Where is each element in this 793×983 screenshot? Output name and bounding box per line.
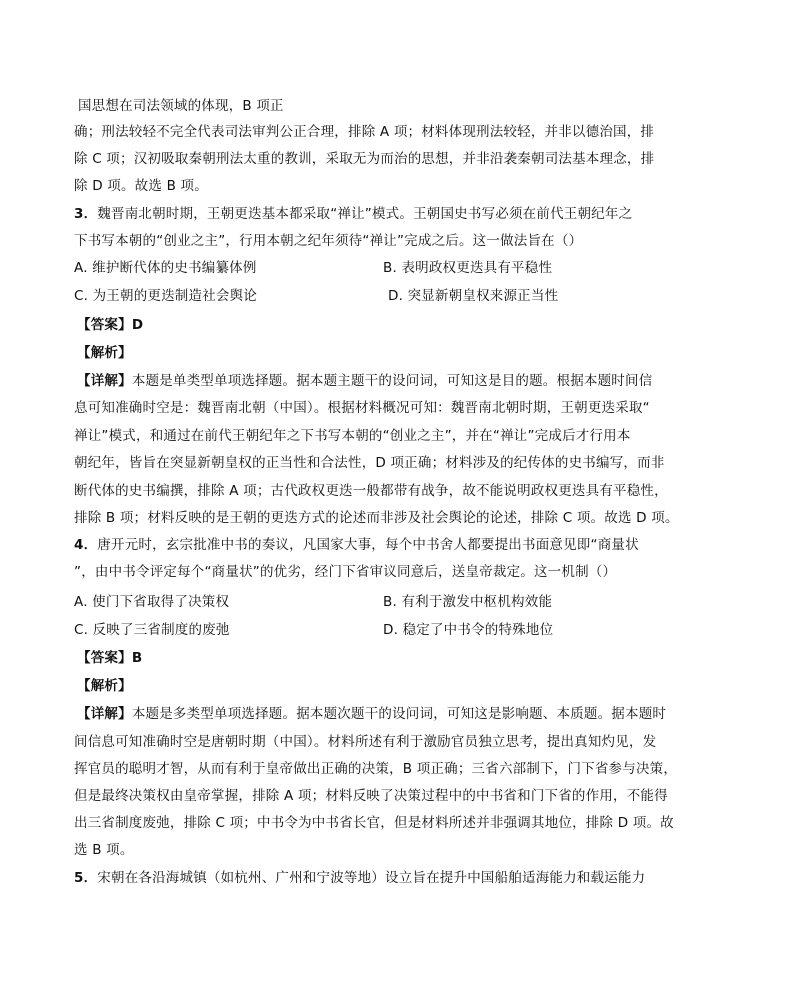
question-3-answer bbox=[77, 315, 143, 335]
question-4-option-b: B. 有利于激发中枢机构效能 bbox=[383, 594, 553, 610]
question-3-detail-line-3: 禅让”模式，和通过在前代王朝纪年之下书写本朝的“创业之主”，并在“禅让”完成后才行用本 bbox=[74, 428, 631, 444]
question-4-answer bbox=[77, 648, 142, 668]
answer-value: B bbox=[131, 650, 143, 666]
question-4-detail-line-2: 间信息可知准确时空是唐朝时期（中国）。材料所述有利于激励官员独立思考，提出真知灼见，发 bbox=[74, 734, 657, 750]
question-4-option-a: A. 使门下省取得了决策权 bbox=[74, 594, 230, 610]
question-4-stem-line-2: ”，由中书令评定每个“商量状”的优劣，经门下省审议同意后，送皇帝裁定。这一机制（） bbox=[74, 564, 617, 580]
question-3-stem-line-2: 下书写本朝的“创业之主”，行用本朝之纪年须待“禅让”完成之后。这一做法旨在（） bbox=[74, 233, 583, 249]
question-3-detail-line-4: 朝纪年，皆旨在突显新朝皇权的正当性和合法性，D 项正确；材料涉及的纪传体的史书编写，而非 bbox=[74, 455, 665, 471]
question-4-option-d: D. 稳定了中书令的特殊地位 bbox=[383, 622, 554, 638]
question-3-option-a: A. 维护断代体的史书编纂体例 bbox=[74, 260, 257, 276]
question-4-detail-line-5: 出三省制度废弛，排除 C 项；中书令为中书省长官，但是材料所述并非强调其地位，排除 D 项。故 bbox=[74, 815, 674, 831]
question-4-detail-line-3: 挥官员的聪明才智，从而有利于皇帝做出正确的决策，B 项正确；三省六部制下，门下省参与决策， bbox=[74, 761, 678, 777]
answer-value: D bbox=[131, 317, 144, 333]
question-3-stem-line-1: 3．魏晋南北朝时期，王朝更迭基本都采取“禅让”模式。王朝国史书写必须在前代王朝纪年之 bbox=[74, 206, 633, 222]
detail-tag: 【详解】 bbox=[77, 373, 132, 389]
question-4-detail-line-6: 选 B 项。 bbox=[74, 842, 134, 858]
text-line: 除 C 项；汉初吸取秦朝刑法太重的教训，采取无为而治的思想，并非沿袭秦朝司法基本理念，排 bbox=[74, 151, 655, 167]
answer-tag: 【答案】 bbox=[77, 650, 132, 666]
question-3-option-b: B. 表明政权更迭具有平稳性 bbox=[383, 260, 553, 276]
detail-tag: 【详解】 bbox=[77, 706, 132, 722]
question-3-analysis-tag: 【解析】 bbox=[77, 345, 132, 361]
question-4-detail-line-1: 【详解】本题是多类型单项选择题。据本题次题干的设问词，可知这是影响题、本质题。据本题时 bbox=[77, 706, 667, 722]
question-4-analysis-tag: 【解析】 bbox=[77, 678, 132, 694]
text-line: 国思想在司法领域的体现，B 项正 bbox=[78, 98, 284, 114]
answer-tag: 【答案】 bbox=[77, 317, 132, 333]
question-5-stem-line-1: 5．宋朝在各沿海城镇（如杭州、广州和宁波等地）设立旨在提升中国船舶适海能力和载运能力 bbox=[74, 870, 646, 886]
text-line: 确；刑法较轻不完全代表司法审判公正合理，排除 A 项；材料体现刑法较轻，并非以德治国，排 bbox=[74, 124, 655, 140]
question-4-detail-line-4: 但是最终决策权由皇帝掌握，排除 A 项；材料反映了决策过程中的中书省和门下省的作用，不能得 bbox=[74, 788, 668, 804]
question-3-detail-line-5: 断代体的史书编撰，排除 A 项；古代政权更迭一般都带有战争，故不能说明政权更迭具有平稳性， bbox=[74, 483, 668, 499]
question-number: 5． bbox=[74, 870, 98, 886]
question-3-detail-line-6: 排除 B 项；材料反映的是王朝的更迭方式的论述而非涉及社会舆论的论述，排除 C 项。故选 D 项。 bbox=[74, 510, 679, 526]
text-line: 除 D 项。故选 B 项。 bbox=[74, 178, 208, 194]
question-3-option-c: C. 为王朝的更迭制造社会舆论 bbox=[74, 288, 258, 304]
question-3-option-d: D. 突显新朝皇权来源正当性 bbox=[388, 288, 559, 304]
question-3-detail-line-1: 【详解】本题是单类型单项选择题。据本题主题干的设问词，可知这是目的题。根据本题时间信 bbox=[77, 373, 653, 389]
question-4-stem-line-1: 4．唐开元时，玄宗批准中书的奏议，凡国家大事，每个中书舍人都要提出书面意见即“商量状 bbox=[74, 537, 639, 553]
question-3-detail-line-2: 息可知准确时空是：魏晋南北朝（中国）。根据材料概况可知：魏晋南北朝时期，王朝更迭采取“ bbox=[74, 400, 650, 416]
question-4-option-c: C. 反映了三省制度的废弛 bbox=[74, 622, 230, 638]
question-number: 3． bbox=[74, 206, 98, 222]
question-number: 4． bbox=[74, 537, 98, 553]
